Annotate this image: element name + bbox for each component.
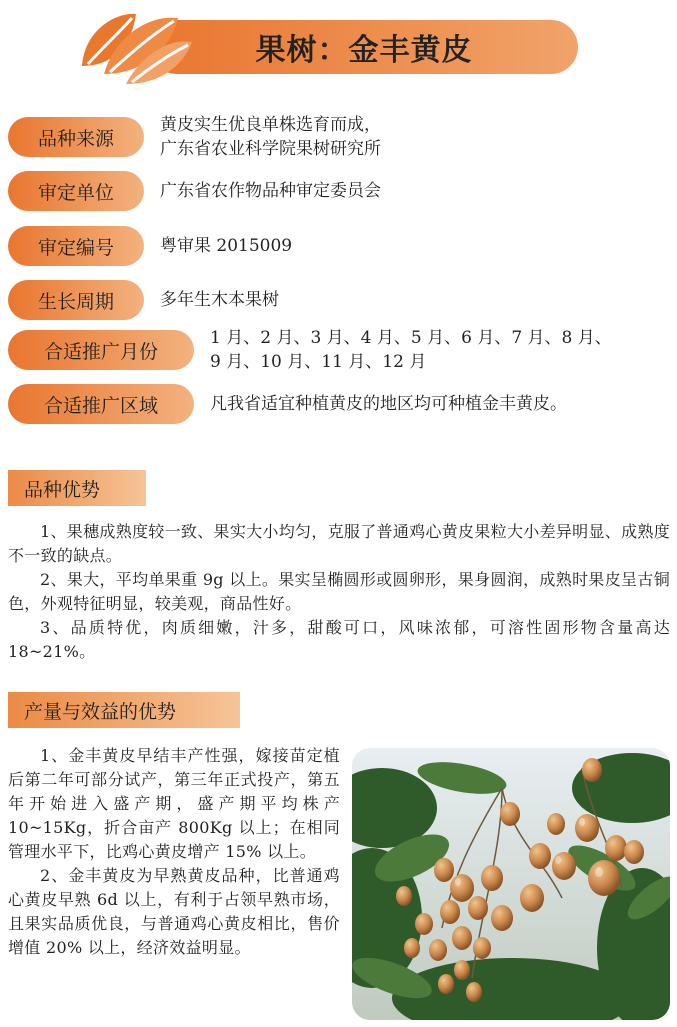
- paragraph: [8, 864, 340, 960]
- value-line: 9 月、10 月、11 月、12 月: [210, 352, 427, 372]
- paragraph: [8, 520, 670, 568]
- page-title: 果树：金丰黄皮: [255, 33, 473, 68]
- section-heading-yield: 产量与效益的优势: [8, 692, 240, 728]
- label-variety-source: 品种来源: [8, 117, 144, 157]
- paragraph-text: 2、果大，平均单果重 9g 以上。果实呈椭圆形或圆卵形，果身圆润，成熟时果皮呈古铜色，外观特征明显，较美观，商品性好。: [8, 570, 670, 613]
- paragraph-text: 2、金丰黄皮为早熟黄皮品种，比普通鸡心黄皮早熟 6d 以上，有利于占领早熟市场，且果实品质优良，与普通鸡心黄皮相比，售价增值 20% 以上，经济效益明显。: [8, 866, 340, 957]
- value-line: 粤审果 2015009: [160, 236, 293, 256]
- value-line: 凡我省适宜种植黄皮的地区均可种植金丰黄皮。: [210, 394, 567, 414]
- paragraph-text: 1、金丰黄皮早结丰产性强，嫁接苗定植后第二年可部分试产，第三年正式投产，第五年开始进入盛产期，盛产期平均株产 10~15Kg，折合亩产 800Kg 以上；在相同管理水平下，比鸡心黄皮增产 15% 以上。: [8, 746, 340, 861]
- value-line: 广东省农业科学院果树研究所: [160, 139, 381, 159]
- fruit-cluster-illustration: [352, 748, 670, 1020]
- value-suitable-months: [210, 326, 670, 374]
- label-approval-number: 审定编号: [8, 226, 144, 266]
- fruit-photo: [352, 748, 670, 1020]
- section-heading-variety: 品种优势: [8, 470, 146, 506]
- paragraph: [8, 616, 670, 664]
- value-approval-number: [160, 234, 292, 258]
- value-line: 1 月、2 月、3 月、4 月、5 月、6 月、7 月、8 月、: [210, 328, 612, 348]
- yield-advantages-text: [8, 744, 340, 960]
- value-variety-source: [160, 113, 381, 161]
- label-suitable-region: 合适推广区域: [8, 384, 194, 424]
- value-line: 多年生木本果树: [160, 290, 279, 310]
- value-growth-cycle: [160, 288, 279, 312]
- paragraph: [8, 568, 670, 616]
- label-suitable-months: 合适推广月份: [8, 330, 194, 370]
- variety-advantages-text: [8, 520, 670, 664]
- label-growth-cycle: 生长周期: [8, 280, 144, 320]
- label-approval-unit: 审定单位: [8, 171, 144, 211]
- value-line: 黄皮实生优良单株选育而成，: [160, 115, 381, 135]
- paragraph-text: 3、品质特优，肉质细嫩，汁多，甜酸可口，风味浓郁，可溶性固形物含量高达 18~21%。: [8, 618, 670, 661]
- paragraph-text: 1、果穗成熟度较一致、果实大小均匀，克服了普通鸡心黄皮果粒大小差异明显、成熟度不一致的缺点。: [8, 522, 670, 565]
- value-approval-unit: [160, 179, 381, 203]
- value-line: 广东省农作物品种审定委员会: [160, 181, 381, 201]
- value-suitable-region: [210, 392, 567, 416]
- paragraph: [8, 744, 340, 864]
